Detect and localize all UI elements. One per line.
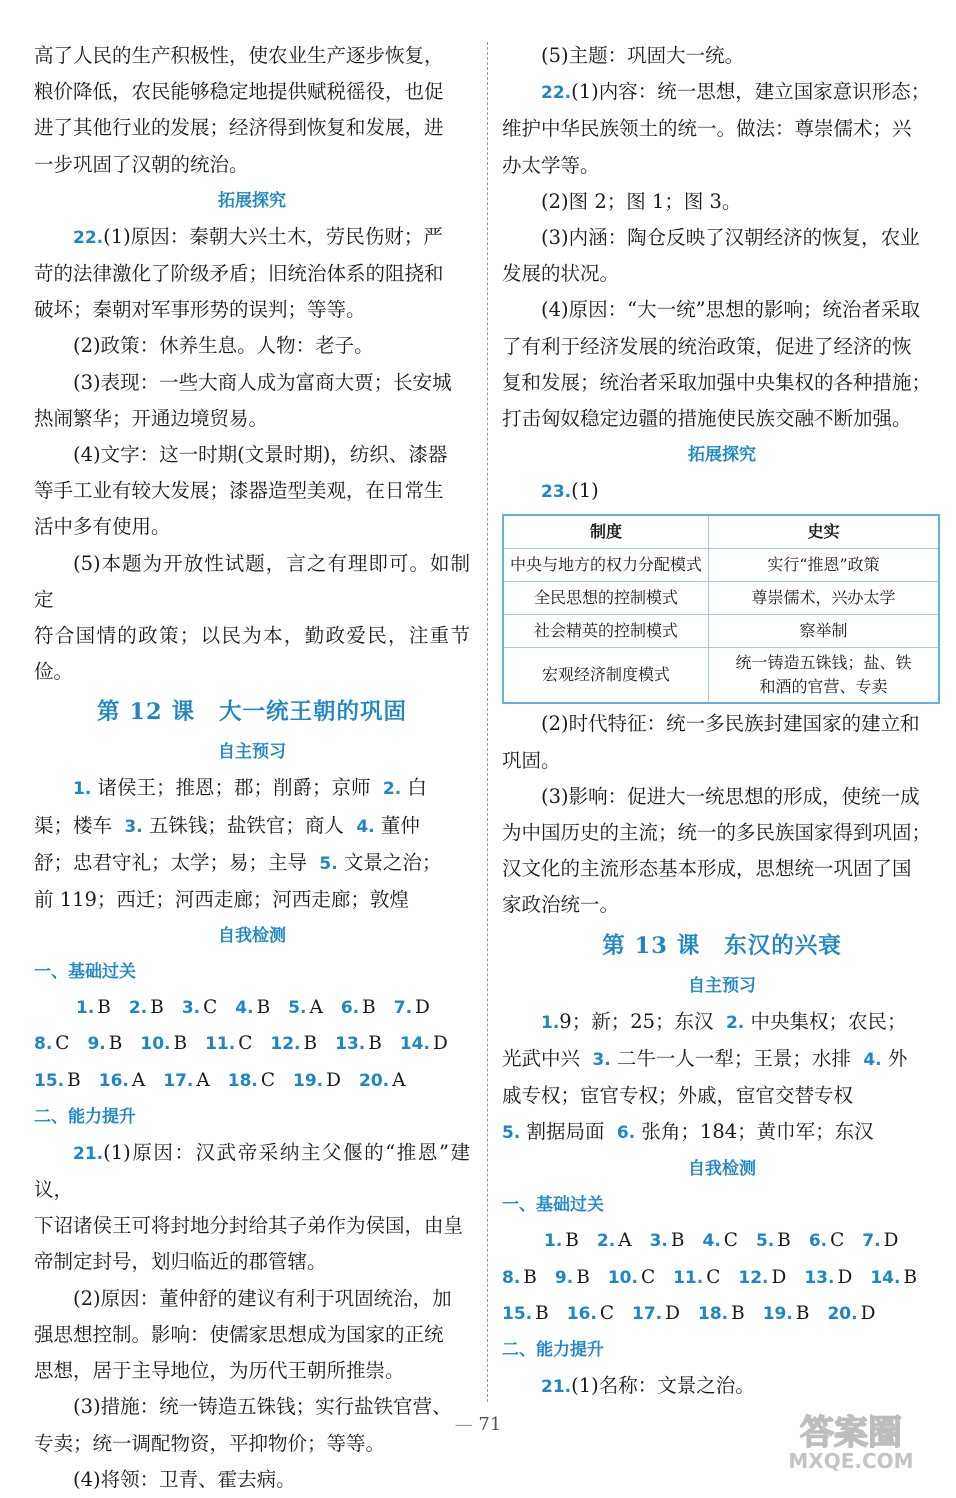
section-heading-ziwo: 自我检测: [688, 1159, 756, 1180]
mc-answer: 14. B: [870, 1266, 918, 1288]
history-table: [502, 514, 940, 704]
svg-text:MXQE.COM: MXQE.COM: [788, 1449, 914, 1473]
answer-text: 复和发展；统治者采取加强中央集权的各种措施；: [502, 370, 932, 394]
answer-text: 活中多有使用。: [34, 515, 171, 539]
answer-text: 办太学等。: [502, 153, 600, 177]
mc-answer: 11. C: [673, 1266, 721, 1288]
mc-answer: 2. A: [596, 1230, 632, 1252]
answer-text: 9；新；25；东汉: [559, 1009, 714, 1033]
preview-answers-12: [34, 770, 470, 918]
table-header: 史实: [709, 515, 940, 549]
table-row: [503, 615, 939, 648]
mc-answer: 8. C: [34, 1033, 70, 1055]
text-line: 一步巩固了汉朝的统治。: [34, 152, 249, 176]
text-line: 粮价降低，农民能够稳定地提供赋税徭役，也促: [34, 80, 444, 104]
answer-text: 苛的法律激化了阶级矛盾；旧统治体系的阻挠和: [34, 262, 444, 286]
answer-text: (2)图 2；图 1；图 3。: [541, 189, 742, 213]
table-cell: 尊崇儒术，兴办太学: [709, 582, 940, 615]
page-number: — 71: [454, 1414, 502, 1435]
mc-answer: 7. D: [862, 1230, 899, 1252]
svg-text:答案圈: 答案圈: [800, 1413, 902, 1453]
lesson-name: 大一统王朝的巩固: [218, 699, 407, 726]
question-number: 6.: [616, 1123, 636, 1144]
watermark-logo: [756, 1404, 946, 1474]
mc-answer: 20. A: [358, 1069, 406, 1091]
mc-answer: 8. B: [502, 1266, 537, 1288]
answer-text: (1)内容：统一思想，建立国家意识形态；: [571, 80, 931, 104]
continued-text: [34, 38, 470, 183]
question-number: 1.: [73, 779, 92, 800]
mc-answer: 14. D: [399, 1033, 448, 1055]
subsection-basic: 一、基础过关: [502, 1195, 604, 1216]
answer-text: 打击匈奴稳定边疆的措施使民族交融不断加强。: [502, 407, 912, 431]
answer-text: 光武中兴: [502, 1046, 581, 1070]
answer-text: 发展的状况。: [502, 262, 620, 286]
answer-text: (3)影响：促进大一统思想的形成，使统一成: [541, 784, 920, 808]
question-21: [34, 1135, 470, 1498]
mc-answer: 9. B: [554, 1266, 590, 1288]
column-divider: [487, 42, 488, 1402]
mc-answer: 4. C: [702, 1230, 738, 1252]
table-cell: 实行“推恩”政策: [709, 549, 940, 582]
answer-text: (4)将领：卫青、霍去病。: [73, 1467, 296, 1491]
multiple-choice-13: [502, 1223, 942, 1332]
answer-text: (2)政策：休养生息。人物：老子。: [73, 334, 374, 358]
answer-text: (5)主题：巩固大一统。: [541, 44, 745, 67]
answer-text: (2)原因：董仲舒的建议有利于巩固统治，加: [73, 1286, 452, 1310]
section-heading-zizhu: 自主预习: [218, 742, 286, 763]
section-heading-ziwo: 自我检测: [218, 926, 286, 947]
mc-answer: 15. B: [502, 1302, 549, 1324]
answer-text: 董仲: [380, 813, 420, 837]
mc-answer: 9. B: [87, 1033, 123, 1055]
answer-text: 强思想控制。影响：使儒家思想成为国家的正统: [34, 1322, 444, 1346]
mc-answer: 7. D: [393, 997, 430, 1019]
mc-answer: 17. A: [163, 1069, 210, 1091]
mc-answer: 13. D: [804, 1266, 853, 1288]
question-22-right: [502, 74, 942, 437]
subsection-ability: 二、能力提升: [502, 1340, 604, 1361]
subsection-ability: 二、能力提升: [34, 1106, 136, 1127]
answer-text: 符合国情的政策；以民为本，勤政爱民，注重节俭。: [34, 624, 470, 684]
answer-text: 了有利于经济发展的统治政策，促进了经济的恢: [502, 334, 912, 358]
answer-text: (2)时代特征：统一多民族封建国家的建立和: [541, 712, 920, 736]
question-number: 4.: [356, 816, 375, 837]
mc-answer: 19. D: [293, 1069, 341, 1091]
lesson-number: 第 12 课: [97, 699, 195, 726]
answer-text: 戚专权；宦官专权；外戚，宦官交替专权: [502, 1084, 854, 1108]
answer-text: (3)内涵：陶仓反映了汉朝经济的恢复，农业: [541, 226, 920, 250]
mc-answer: 1. B: [76, 997, 111, 1019]
answer-text: 文景之治；: [343, 850, 442, 874]
answer-text: (1)原因：汉武帝采纳主父偃的“推恩”建议，: [34, 1140, 470, 1202]
mc-answer: 18. B: [697, 1302, 745, 1324]
mc-answer: 1. B: [544, 1230, 579, 1252]
mc-answer: 11. C: [205, 1033, 253, 1055]
text-line: 进了其他行业的发展；经济得到恢复和发展，进: [34, 116, 444, 140]
left-column: [34, 38, 470, 1498]
mc-answer: 12. D: [738, 1266, 787, 1288]
answer-text: 巩固。: [502, 748, 561, 772]
answer-text: (3)表现：一些大商人成为富商大贾；长安城: [73, 370, 452, 394]
question-number: 22.: [541, 83, 572, 104]
question-number: 21.: [73, 1143, 104, 1164]
table-header: 制度: [503, 515, 709, 549]
lesson-13-title: [502, 924, 942, 968]
mc-answer: 3. B: [649, 1230, 685, 1252]
mc-answer: 5. A: [288, 997, 323, 1019]
answer-text: (3)措施：统一铸造五铢钱；实行盐铁官营、: [73, 1395, 452, 1419]
answer-text: (4)文字：这一时期(文景时期)，纺织、漆器: [73, 443, 448, 467]
answer-text: 外: [887, 1046, 908, 1070]
mc-answer: 20. D: [827, 1302, 876, 1324]
answer-text: 热闹繁华；开通边境贸易。: [34, 406, 269, 430]
mc-answer: 6. C: [808, 1230, 845, 1252]
question-number: 2.: [725, 1012, 745, 1033]
subsection-basic: 一、基础过关: [34, 962, 136, 983]
table-cell-multiline: 统一铸造五铢钱；盐、铁 和酒的官营、专卖: [709, 648, 940, 704]
table-header-row: [503, 515, 939, 549]
mc-answer: 16. C: [566, 1302, 615, 1324]
answer-text: (4)原因：“大一统”思想的影响；统治者采取: [541, 298, 921, 322]
question-number: 5.: [502, 1123, 521, 1144]
table-cell: 中央与地方的权力分配模式: [503, 549, 709, 582]
lesson-name: 东汉的兴衰: [724, 932, 842, 959]
answer-text: 下诏诸侯王可将封地分封给其子弟作为侯国，由皇: [34, 1214, 464, 1238]
text-line: 高了人民的生产积极性，使农业生产逐步恢复，: [34, 44, 444, 67]
section-heading-tuozhan: 拓展探究: [218, 190, 286, 211]
answer-text: 渠；楼车: [34, 813, 113, 837]
answer-text: 家政治统一。: [502, 893, 620, 917]
answer-text: 舒；忠君守礼；太学；易；主导: [34, 850, 308, 874]
mc-answer: 10. B: [140, 1033, 188, 1055]
answer-text: 维护中华民族领土的统一。做法：尊崇儒术；兴: [502, 117, 912, 141]
table-row: [503, 582, 939, 615]
answer-text: 二牛一人一犁；王景；水排: [616, 1046, 851, 1070]
multiple-choice-12: [34, 990, 470, 1099]
answer-text: 专卖；统一调配物资，平抑物价；等等。: [34, 1431, 386, 1455]
question-22: [34, 219, 470, 691]
answer-text: 张角；184；黄巾军；东汉: [641, 1120, 874, 1144]
question-number: 1.: [541, 1012, 560, 1033]
table-cell: 察举制: [709, 615, 940, 648]
question-number: 4.: [863, 1049, 882, 1070]
question-number: 23.: [541, 482, 572, 503]
mc-answer: 12. B: [270, 1033, 318, 1055]
question-number: 3.: [124, 816, 143, 837]
question-number: 5.: [319, 853, 338, 874]
answer-text: 五铢钱；盐铁官；商人: [148, 813, 344, 837]
preview-answers-13: [502, 1004, 942, 1152]
section-heading-tuozhan: 拓展探究: [688, 445, 756, 466]
answer-text: (1)原因：秦朝大兴土木，劳民伤财；严: [103, 224, 443, 248]
mc-answer: 4. B: [235, 997, 271, 1019]
question-number: 21.: [541, 1377, 572, 1398]
table-row: [503, 648, 939, 704]
answer-text: 割据局面: [526, 1120, 605, 1144]
answer-text: 汉文化的主流形态基本形成，思想统一巩固了国: [502, 857, 912, 881]
answer-text: 诸侯王；推恩；郡；削爵；京师: [97, 776, 371, 800]
answer-text: 帝制定封号，划归临近的郡管辖。: [34, 1250, 327, 1274]
table-cell: 宏观经济制度模式: [503, 648, 709, 704]
answer-text: 中央集权；农民；: [750, 1009, 907, 1033]
table-cell: 社会精英的控制模式: [503, 615, 709, 648]
answer-text: 白: [407, 776, 427, 800]
mc-answer: 19. B: [762, 1302, 810, 1324]
lesson-12-title: [34, 690, 470, 734]
lesson-number: 第 13 课: [602, 932, 701, 959]
answer-text: 思想，居于主导地位，为历代王朝所推崇。: [34, 1359, 405, 1383]
mc-answer: 6. B: [340, 997, 376, 1019]
mc-answer: 2. B: [128, 997, 164, 1019]
table-cell: 全民思想的控制模式: [503, 582, 709, 615]
answer-text: 等手工业有较大发展；漆器造型美观，在日常生: [34, 479, 444, 503]
mc-answer: 15. B: [34, 1069, 81, 1091]
mc-answer: 10. C: [607, 1266, 656, 1288]
answer-text: (5)本题为开放性试题，言之有理即可。如制定: [34, 551, 470, 611]
section-heading-zizhu: 自主预习: [688, 975, 756, 996]
mc-answer: 5. B: [755, 1230, 791, 1252]
answer-text: 前 119；西迁；河西走廊；河西走廊；敦煌: [34, 888, 409, 912]
mc-answer: 13. B: [335, 1033, 382, 1055]
mc-answer: 18. C: [227, 1069, 276, 1091]
answer-text: 破坏；秦朝对军事形势的误判；等等。: [34, 298, 366, 322]
mc-answer: 3. C: [181, 997, 218, 1019]
table-row: [503, 549, 939, 582]
answer-text: (1)名称：文景之治。: [571, 1374, 755, 1398]
answer-text: 为中国历史的主流；统一的多民族国家得到巩固；: [502, 821, 932, 845]
mc-answer: 16. A: [98, 1069, 146, 1091]
question-number: 3.: [592, 1049, 611, 1070]
question-number: 2.: [382, 779, 402, 800]
right-column: [502, 38, 942, 1405]
question-number: 22.: [73, 227, 104, 248]
mc-answer: 17. D: [632, 1302, 680, 1324]
answer-text: (1): [571, 479, 599, 503]
